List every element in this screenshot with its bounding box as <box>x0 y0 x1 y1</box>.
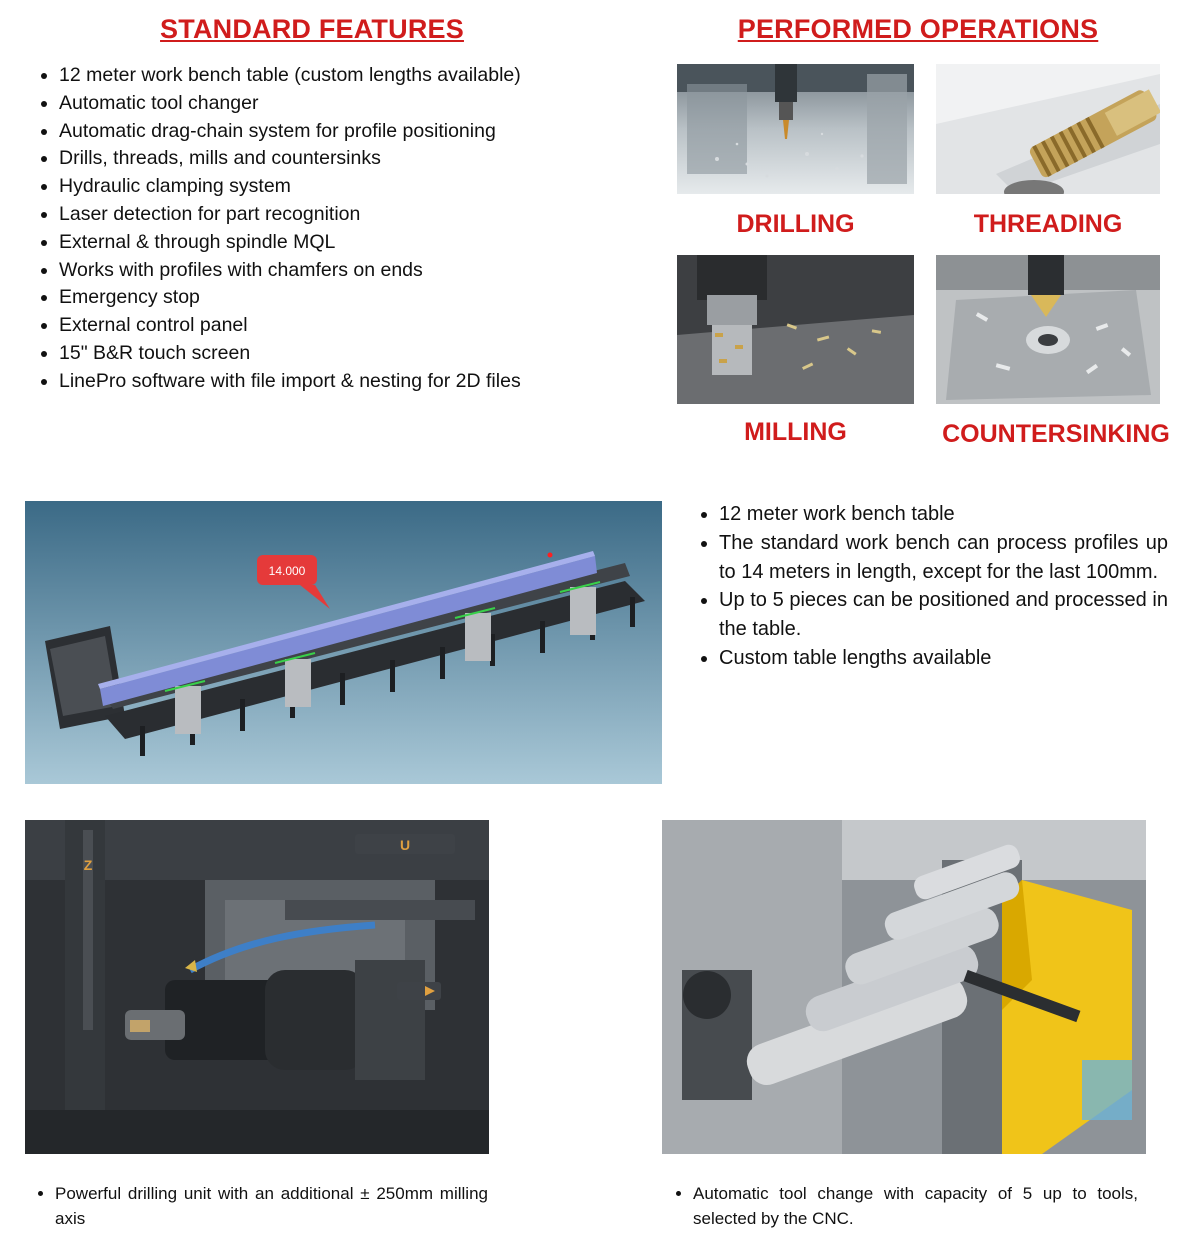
tool-changer-photo <box>662 820 1146 1154</box>
list-item: • External control panel <box>59 312 521 340</box>
drilling-unit-photo <box>25 820 489 1154</box>
countersinking-photo <box>936 255 1160 404</box>
milling-label: MILLING <box>744 418 847 446</box>
list-item: • LinePro software with file import & nesting for 2D files <box>59 368 521 396</box>
work-bench-render <box>25 501 662 784</box>
axis-label-z: Z <box>83 857 93 873</box>
tool-changer-caption <box>671 1181 1138 1231</box>
list-item: • Emergency stop <box>59 284 521 312</box>
list-item: • Powerful drilling unit with an additional ± 250mm milling axis <box>55 1181 488 1231</box>
performed-operations-heading: PERFORMED OPERATIONS <box>737 14 1099 44</box>
dimension-callout: 14.000 <box>268 564 306 578</box>
list-item: • 15" B&R touch screen <box>59 340 521 368</box>
standard-features-list <box>36 62 521 396</box>
threading-photo <box>936 64 1160 194</box>
list-item: • The standard work bench can process profiles up to 14 meters in length, except for the last 100mm. <box>719 529 1168 587</box>
list-item: • Hydraulic clamping system <box>59 173 521 201</box>
list-item: • External & through spindle MQL <box>59 229 521 257</box>
list-item: • 12 meter work bench table (custom lengths available) <box>59 62 521 90</box>
axis-label-u: U <box>399 837 411 853</box>
milling-photo <box>677 255 914 404</box>
standard-features-heading: STANDARD FEATURES <box>160 14 464 44</box>
threading-label: THREADING <box>973 210 1123 238</box>
list-item: • Works with profiles with chamfers on ends <box>59 257 521 285</box>
list-item: • Automatic drag-chain system for profile positioning <box>59 118 521 146</box>
list-item: • Automatic tool change with capacity of 5 up to tools, selected by the CNC. <box>693 1181 1138 1231</box>
list-item: • Automatic tool changer <box>59 90 521 118</box>
countersinking-label: COUNTERSINKING <box>942 420 1170 448</box>
drilling-unit-caption <box>33 1181 488 1231</box>
list-item: • Up to 5 pieces can be positioned and processed in the table. <box>719 586 1168 644</box>
list-item: • 12 meter work bench table <box>719 500 1168 529</box>
list-item: • Custom table lengths available <box>719 644 1168 673</box>
drilling-photo <box>677 64 914 194</box>
list-item: • Laser detection for part recognition <box>59 201 521 229</box>
work-bench-notes <box>696 500 1168 673</box>
list-item: • Drills, threads, mills and countersinks <box>59 145 521 173</box>
drilling-label: DRILLING <box>736 210 855 238</box>
